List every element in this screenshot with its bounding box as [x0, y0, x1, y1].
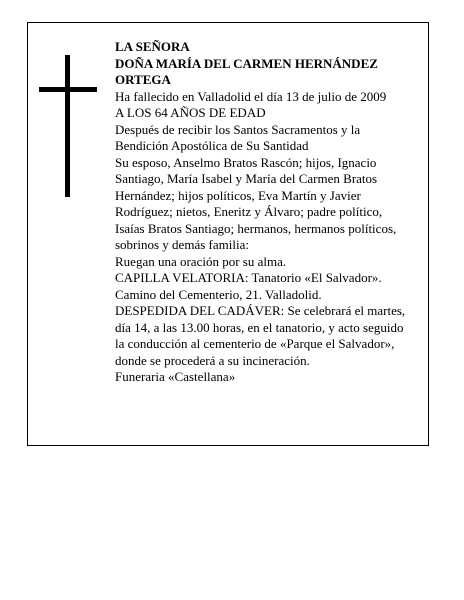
- notice-age: A LOS 64 AÑOS DE EDAD: [115, 105, 266, 120]
- notice-deceased-surname: ORTEGA: [115, 72, 171, 87]
- cross-vertical-bar: [65, 55, 70, 197]
- notice-funeral-home: Funeraria «Castellana»: [115, 369, 236, 384]
- notice-family-line: Isaías Bratos Santiago; hermanos, hermanos políticos,: [115, 220, 397, 236]
- notice-sacraments-line: Después de recibir los Santos Sacramentos y la: [115, 121, 361, 137]
- notice-family-line: Hernández; hijos políticos, Eva Martín y Javier: [115, 187, 361, 203]
- cross-horizontal-bar: [39, 87, 97, 92]
- obituary-text: [115, 39, 415, 386]
- notice-sacraments-line: Bendición Apostólica de Su Santidad: [115, 138, 309, 153]
- notice-chapel-line: CAPILLA VELATORIA: Tanatorio «El Salvador».: [115, 270, 382, 285]
- cross-icon: [39, 55, 97, 197]
- notice-farewell-line: DESPEDIDA DEL CADÁVER: Se celebrará el martes,: [115, 303, 406, 318]
- notice-deceased-name: DOÑA MARÍA DEL CARMEN HERNÁNDEZ: [115, 55, 378, 71]
- notice-title-line: LA SEÑORA: [115, 39, 190, 54]
- notice-family-line: Su esposo, Anselmo Bratos Rascón; hijos, Ignacio: [115, 154, 377, 170]
- notice-chapel-address: Camino del Cementerio, 21. Valladolid.: [115, 286, 322, 302]
- notice-prayer-request: Ruegan una oración por su alma.: [115, 253, 287, 269]
- notice-family-line: sobrinos y demás familia:: [115, 237, 249, 252]
- notice-death-date: Ha fallecido en Valladolid el día 13 de julio de 2009: [115, 88, 387, 104]
- notice-farewell-line: día 14, a las 13.00 horas, en el tanatorio, y acto seguido: [115, 319, 404, 335]
- notice-family-line: Santiago, María Isabel y María del Carmen Bratos: [115, 171, 378, 186]
- notice-farewell-line: la conducción al cementerio de «Parque el Salvador»,: [115, 336, 395, 351]
- notice-farewell-line: donde se procederá a su incineración.: [115, 352, 310, 368]
- notice-family-line: Rodríguez; nietos, Eneritz y Álvaro; padre político,: [115, 204, 383, 219]
